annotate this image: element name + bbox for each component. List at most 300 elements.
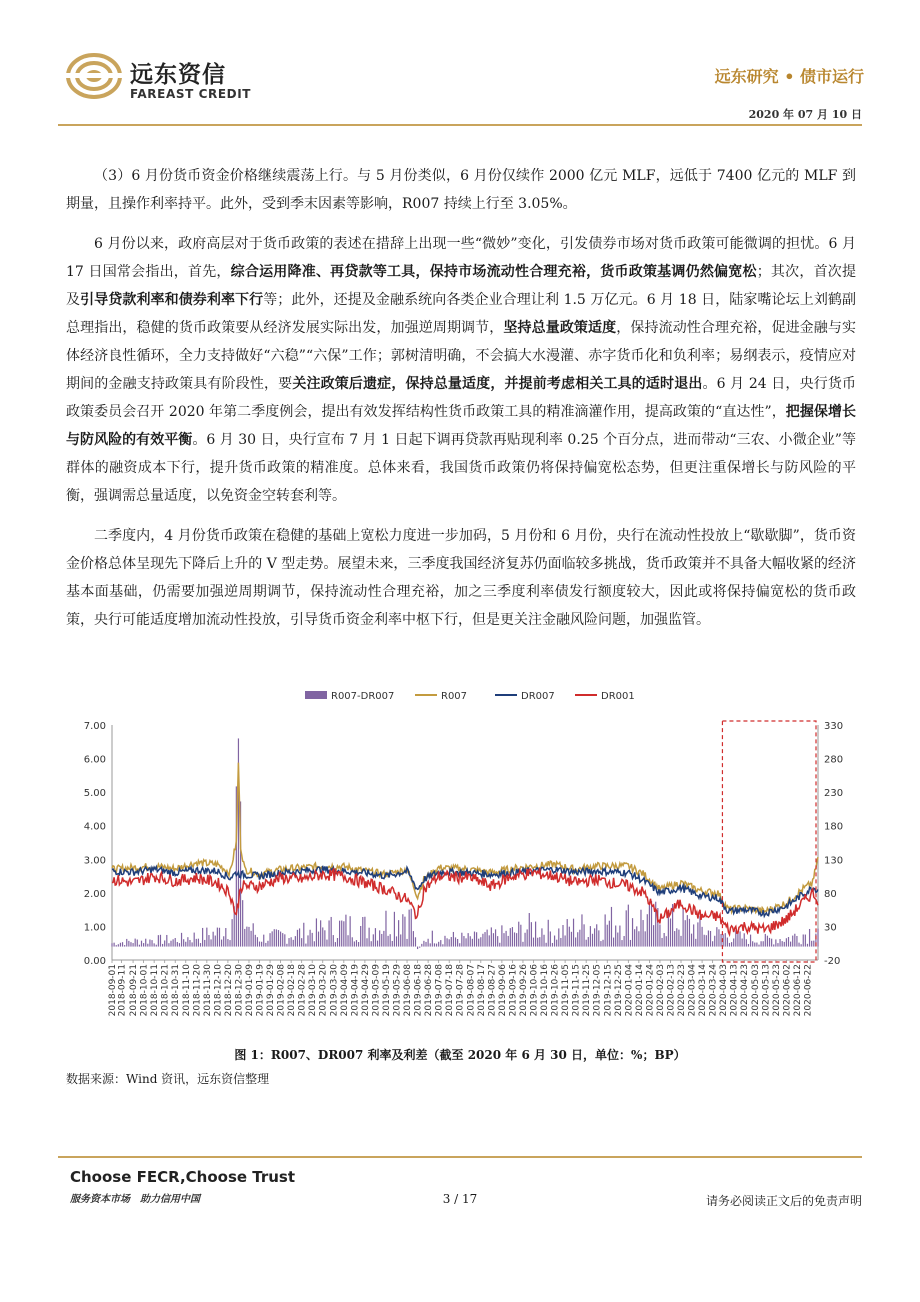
x-tick-label: 2018-10-21 <box>160 964 171 1017</box>
x-tick-label: 2019-10-06 <box>529 964 540 1017</box>
spread-bar <box>419 947 420 948</box>
y-left-tick-label: 1.00 <box>83 922 106 934</box>
x-tick-label: 2019-04-29 <box>360 964 371 1017</box>
spread-bar <box>208 935 209 947</box>
x-tick-label: 2019-03-10 <box>308 964 319 1017</box>
x-tick-label: 2019-01-19 <box>255 964 266 1017</box>
x-tick-label: 2019-12-25 <box>613 964 624 1017</box>
spread-bar <box>404 917 405 947</box>
fareast-logo-icon <box>66 52 122 100</box>
x-tick-label: 2020-05-03 <box>750 964 761 1017</box>
x-tick-label: 2019-08-17 <box>476 964 487 1017</box>
spread-bar <box>731 942 732 946</box>
footer-slogan-cn: 服务资本市场 助力信用中国 <box>70 1194 200 1205</box>
spread-bar <box>143 943 144 946</box>
spread-bar <box>223 936 224 946</box>
spread-bar <box>430 943 431 946</box>
spread-bar <box>499 943 500 947</box>
x-tick-label: 2019-11-15 <box>571 964 582 1017</box>
spread-bar <box>337 938 338 947</box>
spread-bar <box>257 937 258 946</box>
text-run: 。6 月 30 日，央行宣布 7 月 1 日起下调再贷款再贴现利率 0.25 个百分点，进而带动“三农、小微企业”等群体的融资成本下行，提升货币政策的精准度。总体来看，我国货币政策仍将保持偏宽松态势，但更注重保增长与防风险的平衡，强调需总量适度，以免资金空转套利等。 <box>66 432 857 504</box>
spread-bar <box>413 931 414 946</box>
spread-bar <box>255 935 256 947</box>
spread-bar <box>170 941 171 947</box>
spread-bar <box>706 935 707 946</box>
spread-bar <box>704 935 705 947</box>
spread-bar <box>619 926 620 947</box>
x-tick-label: 2020-04-03 <box>719 964 730 1017</box>
spread-bar <box>406 939 407 947</box>
y-left-tick-label: 2.00 <box>83 888 106 900</box>
spread-bar <box>788 937 789 947</box>
spread-bar <box>267 941 268 947</box>
spread-bar <box>322 927 323 946</box>
footer-slogan-en: Choose FECR,Choose Trust <box>70 1168 296 1186</box>
spread-bar <box>291 937 292 946</box>
spread-bar <box>733 938 734 946</box>
spread-bar <box>149 940 150 947</box>
spread-bar <box>661 938 662 947</box>
spread-bar <box>154 943 155 946</box>
spread-bar <box>402 914 403 946</box>
x-tick-label: 2019-01-09 <box>244 964 255 1017</box>
y-right-tick-label: 230 <box>824 788 844 800</box>
spread-bar <box>716 927 717 946</box>
spread-bar <box>790 942 791 947</box>
spread-bar <box>786 938 787 946</box>
spread-bar <box>611 907 612 947</box>
x-tick-label: 2019-09-16 <box>508 964 519 1017</box>
spread-bar <box>573 919 574 947</box>
spread-bar <box>398 920 399 946</box>
x-tick-label: 2018-11-30 <box>202 964 213 1017</box>
spread-bar <box>316 918 317 946</box>
spread-bar <box>282 933 283 946</box>
spread-bar <box>771 939 772 947</box>
spread-bar <box>381 934 382 947</box>
spread-bar <box>328 920 329 946</box>
y-right-tick-label: 330 <box>824 721 844 732</box>
x-tick-label: 2019-08-07 <box>466 964 477 1017</box>
spread-bar <box>689 919 690 947</box>
spread-bar <box>196 939 197 947</box>
spread-bar <box>767 936 768 947</box>
spread-bar <box>562 925 563 947</box>
spread-bar <box>493 933 494 946</box>
spread-bar <box>744 933 745 946</box>
spread-bar <box>647 914 648 946</box>
spread-bar <box>554 936 555 947</box>
x-tick-label: 2019-05-19 <box>381 964 392 1017</box>
spread-bar <box>680 936 681 947</box>
x-tick-label: 2019-06-28 <box>424 964 435 1017</box>
paragraph-1 <box>66 162 856 218</box>
spread-bar <box>173 939 174 946</box>
x-tick-label: 2020-06-02 <box>782 964 793 1017</box>
emphasis-text: 坚持总量政策适度 <box>503 320 617 336</box>
spread-bar <box>777 943 778 946</box>
spread-bar <box>369 928 370 947</box>
spread-bar <box>691 934 692 947</box>
spread-bar <box>377 941 378 947</box>
x-tick-label: 2020-03-14 <box>698 964 709 1017</box>
spread-bar <box>297 930 298 947</box>
spread-bar <box>390 934 391 946</box>
spread-bar <box>600 941 601 947</box>
spread-bar <box>183 939 184 946</box>
spread-bar <box>339 921 340 947</box>
x-tick-label: 2018-11-10 <box>181 964 192 1017</box>
spread-bar <box>394 912 395 947</box>
spread-bar <box>649 903 650 946</box>
spread-bar <box>552 943 553 947</box>
spread-bar <box>468 933 469 946</box>
series-line-r007 <box>112 763 818 913</box>
spread-bar <box>729 943 730 947</box>
spread-bar <box>543 935 544 947</box>
spread-bar <box>324 930 325 946</box>
y-left-tick-label: 6.00 <box>83 754 106 766</box>
x-tick-label: 2020-02-23 <box>677 964 688 1017</box>
x-tick-label: 2019-09-26 <box>518 964 529 1017</box>
spread-bar <box>742 939 743 947</box>
spread-bar <box>516 933 517 946</box>
spread-bar <box>569 927 570 947</box>
spread-bar <box>674 931 675 947</box>
spread-bar <box>583 924 584 946</box>
spread-bar <box>539 937 540 946</box>
spread-bar <box>809 929 810 947</box>
x-tick-label: 2019-02-18 <box>287 964 298 1017</box>
x-tick-label: 2018-10-31 <box>171 964 182 1017</box>
spread-bar <box>185 942 186 947</box>
header-divider <box>58 124 862 126</box>
x-tick-label: 2019-02-08 <box>276 964 287 1017</box>
spread-bar <box>508 936 509 947</box>
x-tick-label: 2019-03-20 <box>318 964 329 1017</box>
x-tick-label: 2020-04-13 <box>729 964 740 1017</box>
spread-bar <box>664 933 665 947</box>
spread-bar <box>288 938 289 946</box>
spread-bar <box>624 936 625 947</box>
spread-bar <box>135 939 136 947</box>
spread-bar <box>139 945 140 947</box>
spread-bar <box>198 939 199 947</box>
spread-bar <box>295 936 296 946</box>
spread-bar <box>162 944 163 947</box>
spread-bar <box>533 938 534 947</box>
spread-bar <box>221 940 222 947</box>
emphasis-text: 把握保增长与防风险的有效平衡 <box>66 404 857 448</box>
spread-bar <box>465 938 466 946</box>
spread-bar <box>480 937 481 946</box>
spread-bar <box>784 942 785 947</box>
emphasis-text: 引导贷款利率和债券利率下行 <box>80 292 264 308</box>
spread-bar <box>352 937 353 946</box>
x-tick-label: 2020-01-04 <box>624 964 635 1017</box>
spread-bar <box>626 910 627 946</box>
spread-bar <box>453 932 454 947</box>
spread-bar <box>782 941 783 946</box>
spread-bar <box>470 936 471 946</box>
spread-bar <box>501 925 502 946</box>
spread-bar <box>137 940 138 947</box>
spread-bar <box>215 936 216 947</box>
x-tick-label: 2020-05-13 <box>761 964 772 1017</box>
spread-bar <box>446 938 447 946</box>
spread-bar <box>678 930 679 947</box>
chart-caption: 图 1：R007、DR007 利率及利差（截至 2020 年 6 月 30 日，单位：%；BP） <box>234 1048 686 1062</box>
spread-bar <box>421 944 422 947</box>
spread-bar <box>495 929 496 946</box>
spread-bar <box>565 935 566 946</box>
spread-bar <box>345 915 346 947</box>
spread-bar <box>307 935 308 946</box>
spread-bar <box>575 937 576 946</box>
spread-bar <box>685 920 686 946</box>
spread-bar <box>335 942 336 946</box>
spread-bar <box>451 937 452 947</box>
spread-bar <box>444 936 445 947</box>
spread-bar <box>750 935 751 947</box>
spread-bar <box>305 944 306 947</box>
x-tick-label: 2018-12-30 <box>234 964 245 1017</box>
x-tick-label: 2020-03-24 <box>708 964 719 1017</box>
x-tick-label: 2020-01-24 <box>645 964 656 1017</box>
spread-bar <box>497 936 498 946</box>
spread-bar <box>160 935 161 947</box>
x-tick-label: 2019-05-29 <box>392 964 403 1017</box>
spread-bar <box>312 933 313 947</box>
spread-bar <box>805 935 806 947</box>
spread-bar <box>607 925 608 947</box>
x-tick-label: 2019-04-19 <box>350 964 361 1017</box>
section-title: 远东研究 • 债市运行 <box>714 67 864 86</box>
spread-bar <box>463 936 464 947</box>
spread-bar <box>244 929 245 947</box>
x-tick-label: 2019-07-08 <box>434 964 445 1017</box>
spread-bar <box>358 942 359 947</box>
spread-bar <box>609 921 610 947</box>
spread-bar <box>227 939 228 947</box>
spread-bar <box>387 936 388 947</box>
spread-bar <box>725 933 726 946</box>
spread-bar <box>773 944 774 946</box>
spread-bar <box>229 940 230 946</box>
spread-bar <box>579 930 580 947</box>
text-run: ；其次，首次提及 <box>66 264 857 308</box>
legend-swatch <box>305 691 327 699</box>
spread-bar <box>423 941 424 947</box>
spread-bar <box>457 939 458 947</box>
spread-bar <box>301 938 302 946</box>
spread-bar <box>168 943 169 946</box>
y-right-tick-label: 280 <box>824 754 844 766</box>
spread-bar <box>360 926 361 947</box>
spread-bar <box>189 940 190 947</box>
spread-bar <box>213 932 214 947</box>
x-tick-label: 2018-09-21 <box>129 964 140 1017</box>
spread-bar <box>476 932 477 946</box>
x-tick-label: 2019-08-27 <box>487 964 498 1017</box>
x-tick-label: 2020-02-13 <box>666 964 677 1017</box>
x-tick-label: 2020-06-22 <box>803 964 814 1017</box>
spread-bar <box>636 926 637 946</box>
spread-bar <box>558 928 559 946</box>
spread-bar <box>187 937 188 946</box>
spread-bar <box>598 930 599 946</box>
spread-bar <box>748 944 749 947</box>
series-line-dr001 <box>112 868 818 934</box>
spread-bar <box>124 945 125 946</box>
x-tick-label: 2019-04-09 <box>339 964 350 1017</box>
spread-bar <box>191 942 192 946</box>
spread-bar <box>278 930 279 947</box>
text-run: 等；此外，还提及金融系统向各类企业合理让利 1.5 万亿元。6 月 18 日，陆家嘴论坛上刘鹤副总理指出，稳健的货币政策要从经济发展实际出发，加强逆周期调节， <box>66 292 856 336</box>
spread-bar <box>202 928 203 947</box>
spread-bar <box>617 933 618 947</box>
spread-bar <box>651 901 652 947</box>
spread-bar <box>400 934 401 946</box>
rate-chart-svg <box>60 685 860 1035</box>
spread-bar <box>756 943 757 947</box>
spread-bar <box>794 934 795 947</box>
spread-bar <box>556 940 557 947</box>
spread-bar <box>615 926 616 947</box>
spread-bar <box>409 910 410 947</box>
spread-bar <box>145 939 146 947</box>
x-tick-label: 2019-02-28 <box>297 964 308 1017</box>
x-tick-label: 2020-01-14 <box>634 964 645 1017</box>
paragraph-2 <box>66 230 856 510</box>
spread-bar <box>537 938 538 947</box>
spread-bar <box>206 928 207 947</box>
spread-bar <box>512 927 513 946</box>
spread-bar <box>415 937 416 946</box>
spread-bar <box>175 938 176 947</box>
x-tick-label: 2018-10-01 <box>139 964 150 1017</box>
x-tick-label: 2019-03-30 <box>329 964 340 1017</box>
spread-bar <box>642 920 643 947</box>
spread-bar <box>118 944 119 946</box>
spread-bar <box>248 927 249 947</box>
spread-bar <box>318 932 319 947</box>
spread-bar <box>489 935 490 946</box>
y-right-tick-label: 130 <box>824 855 844 867</box>
spread-bar <box>126 939 127 947</box>
spread-bar <box>164 940 165 946</box>
x-tick-label: 2019-12-15 <box>603 964 614 1017</box>
x-tick-label: 2018-09-11 <box>117 964 128 1017</box>
spread-bar <box>194 933 195 947</box>
spread-bar <box>362 917 363 947</box>
spread-bar <box>438 942 439 947</box>
spread-bar <box>459 943 460 946</box>
spread-bar <box>752 941 753 946</box>
spread-bar <box>718 929 719 946</box>
emphasis-text: 关注政策后遗症，保持总量适度，并提前考虑相关工具的适时退出 <box>292 376 703 392</box>
spread-bar <box>529 913 530 947</box>
spread-bar <box>204 940 205 947</box>
spread-bar <box>699 916 700 946</box>
spread-bar <box>760 941 761 946</box>
report-body <box>66 162 856 646</box>
spread-bar <box>514 932 515 946</box>
spread-bar <box>242 900 243 946</box>
spread-bar <box>217 928 218 947</box>
spread-bar <box>383 931 384 947</box>
x-tick-label: 2019-09-06 <box>497 964 508 1017</box>
spread-bar <box>775 939 776 946</box>
spread-bar <box>111 943 112 946</box>
y-left-tick-label: 0.00 <box>83 956 106 967</box>
spread-bar <box>550 931 551 946</box>
spread-bar <box>425 942 426 947</box>
y-right-tick-label: -20 <box>824 956 841 967</box>
spread-bar <box>531 922 532 946</box>
spread-bar <box>765 934 766 947</box>
spread-bar <box>366 938 367 946</box>
spread-bar <box>373 934 374 946</box>
spread-bar <box>434 943 435 946</box>
spread-bar <box>687 915 688 946</box>
spread-bar <box>474 932 475 947</box>
spread-bar <box>122 942 123 946</box>
spread-bar <box>179 943 180 946</box>
y-left-tick-label: 4.00 <box>83 821 106 833</box>
spread-bar <box>385 911 386 947</box>
spread-bar <box>274 929 275 946</box>
x-tick-label: 2018-09-01 <box>108 964 118 1017</box>
spread-bar <box>746 939 747 946</box>
spread-bar <box>320 920 321 946</box>
spread-bar <box>640 910 641 947</box>
spread-bar <box>653 925 654 946</box>
spread-bar <box>739 931 740 946</box>
spread-bar <box>484 932 485 947</box>
spread-bar <box>440 940 441 946</box>
footer-divider <box>58 1156 862 1158</box>
spread-bar <box>354 941 355 946</box>
x-tick-label: 2018-10-11 <box>150 964 161 1017</box>
paragraph-3 <box>66 522 856 634</box>
x-tick-label: 2019-07-28 <box>455 964 466 1017</box>
spread-bar <box>455 937 456 946</box>
spread-bar <box>518 922 519 947</box>
spread-bar <box>577 932 578 946</box>
spread-bar <box>527 929 528 946</box>
spread-bar <box>505 931 506 947</box>
spread-bar <box>621 940 622 946</box>
spread-bar <box>666 936 667 946</box>
page-number: 3 / 17 <box>442 1192 478 1206</box>
spread-bar <box>535 922 536 947</box>
x-tick-label: 2019-07-18 <box>445 964 456 1017</box>
text-run: 。6 月 24 日，央行货币政策委员会召开 2020 年第二季度例会，提出有效发挥结构性货币政策工具的精准滴灌作用，提高政策的“直达性”， <box>66 376 857 420</box>
emphasis-text: 综合运用降准、再贷款等工具，保持市场流动性合理充裕，货币政策基调仍然偏宽松 <box>230 264 757 280</box>
spread-bar <box>567 919 568 947</box>
spread-bar <box>720 934 721 947</box>
spread-bar <box>592 934 593 947</box>
y-left-tick-label: 7.00 <box>83 721 106 732</box>
spread-bar <box>284 934 285 946</box>
spread-bar <box>299 928 300 946</box>
spread-bar <box>261 942 262 947</box>
spread-bar <box>710 931 711 947</box>
spread-bar <box>181 933 182 947</box>
spread-bar <box>634 929 635 946</box>
